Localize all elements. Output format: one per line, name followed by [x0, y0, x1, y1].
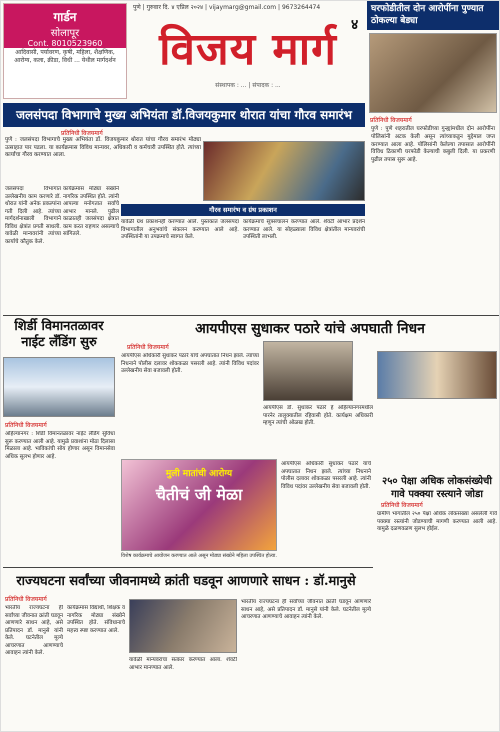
shirdi-byline: प्रतिनिधी विजयमार्ग — [5, 422, 47, 429]
lead-col-3: यावेळी ग्रंथ प्रकाशनही करण्यात आले. पुस्तकात जलसंपदा विभागातील अनुभवांचे संकलन करण्यात आले आहे. उपस्थितांनी या उपक्रमाचे स्वागत केले. — [121, 219, 239, 241]
right-byline: प्रतिनिधी विजयमार्ग — [370, 117, 412, 125]
newspaper-title: विजय मार्ग — [159, 24, 337, 75]
event-banner — [121, 459, 277, 551]
ips-byline: प्रतिनिधी विजयमार्ग — [127, 344, 169, 351]
bottom-col-3: यावेळी मान्यवरांचा सत्कार करण्यात आला. शेवटी आभार मानण्यात आले. — [129, 657, 237, 671]
side-photo — [377, 351, 497, 399]
bottom-photo — [129, 599, 237, 653]
population-byline: प्रतिनिधी विजयमार्ग — [381, 502, 423, 509]
right-body: पुणे : पुणे शहरातील घरफोडीच्या गुन्ह्यांमधील दोन आरोपींना पोलिसांनी अटक केली असून त्यांच्याकडून मुद्देमाल जप्त करण्यात आला आहे. पोलिसांनी केलेल्या तपासात आरोपींनी विविध ठिकाणी घरफोडी केल्याची कबुली दिली. या प्रकरणी पुढील तपास सुरू आहे. — [371, 126, 495, 164]
newspaper-tagline: संस्थापक : ... | संपादक : ... — [215, 82, 281, 89]
banner-line-1: मुली मातांची आरोग्य — [165, 469, 233, 479]
banner-caption: विशेष कार्यक्रमाचे आयोजन करण्यात आले असून मोठ्या संख्येने महिला उपस्थित होत्या. — [121, 553, 277, 559]
shirdi-photo — [3, 357, 115, 417]
bottom-headline: राज्यघटना सर्वांच्या जीवनामध्ये क्रांती घडवून आणणारे साधन : डॉ.मानुसे — [16, 574, 356, 589]
banner-side-text: आयपीएस अधिकारी सुधाकर पठारे यांचे अपघातात निधन झाले. त्यांच्या निधनाने पोलीस दलावर शोककळा पसरली आहे. त्यांनी विविध पदांवर उल्लेखनीय सेवा बजावली होती. — [281, 461, 371, 490]
lead-byline: प्रतिनिधी विजयमार्ग — [61, 130, 103, 137]
advertisement-box — [3, 3, 127, 99]
masthead — [133, 19, 363, 99]
right-headline: घरफोडीतील दोन आरोपींना पुण्यात ठोकल्या बेड्या — [367, 1, 499, 30]
right-story-photo — [369, 33, 497, 113]
bottom-col-2: कार्यक्रमास विद्यार्थी, शिक्षक व नागरिक मोठ्या संख्येने उपस्थित होते. संविधानाचे महत्त्व स्पष्ट करण्यात आले. — [67, 605, 125, 634]
lead-subheadline: गौरव समारंभ व ग्रंथ प्रकाशन — [121, 204, 365, 216]
lead-intro: पुणे : जलसंपदा विभागाचे मुख्य अभियंता डॉ. विजयकुमार थोरात यांचा गौरव समारंभ मोठ्या उत्साहात पार पडला. या कार्यक्रमास विविध मान्यवर, अधिकारी व कर्मचारी उपस्थित होते. त्यांच्या कार्याचा गौरव करण्यात आला. — [5, 137, 201, 159]
bottom-col-4: भारतीय राज्यघटना ही सर्वांच्या जीवनात क्रांती घडवून आणणारे साधन आहे, असे प्रतिपादन डॉ. मानुसे यांनी केले. घटनेतील मूल्ये आचरणात आणण्याचे आवाहन त्यांनी केले. — [241, 599, 371, 621]
ad-text: आदिवासी, पर्यावरण, कृषी, महिला, शैक्षणिक, आरोग्य, कला, क्रीडा, विधी ... येथील मार्गदर्शन — [14, 49, 116, 64]
bottom-byline: प्रतिनिधी विजयमार्ग — [5, 596, 47, 603]
page-number: ४ — [351, 17, 359, 33]
ips-body-2: आयपीएस डॉ. सुधाकर पठारे हे अहिल्यानगरमधील पारनेर तालुक्यातील रहिवासी होते. कार्यक्षम अधिकारी म्हणून त्यांची ओळख होती. — [263, 405, 373, 427]
ips-body: आयपीएस अधिकारी सुधाकर पठारे यांचे अपघातात निधन झाले. त्यांच्या निधनाने पोलीस दलावर शोककळा पसरली आहे. त्यांनी विविध पदांवर उल्लेखनीय सेवा बजावली होती. — [121, 353, 259, 375]
bottom-col-1: भारतीय राज्यघटना ही सर्वांच्या जीवनात क्रांती घडवून आणणारे साधन आहे, असे प्रतिपादन डॉ. मानुसे यांनी केले. घटनेतील मूल्ये आचरणात आणण्याचे आवाहन त्यांनी केले. — [5, 605, 63, 657]
lead-photo — [203, 141, 365, 201]
shirdi-body: अहिल्यानगर : शिर्डी विमानतळावर नाईट लँडिंग सुविधा सुरू करण्यात आली आहे. यामुळे प्रवाशांना मोठा दिलासा मिळाला आहे. भाविकांची सोय होणार असून विमानसेवा अधिक सुलभ होणार आहे. — [5, 431, 115, 460]
lead-col-2: कार्यक्रमास मोठ्या संख्येने नागरिक उपस्थित होते. त्यांनी आपल्या मनोगतात सर्वांचे आभार मानले. पुढील काळातही जलसंपदा क्षेत्रात काम करत राहणार असल्याचे सांगितले. — [63, 186, 119, 238]
ips-photo — [263, 341, 353, 401]
lead-headline: जलसंपदा विभागाचे मुख्य अभियंता डॉ.विजयकुमार थोरात यांचा गौरव समारंभ — [3, 103, 365, 127]
banner-line-2: चैतीचं जी मेळा — [155, 485, 243, 504]
lead-col-4: कार्यक्रमाचे सूत्रसंचालन करण्यात आले. शेवटी आभार प्रदर्शन करण्यात आले. या सोहळ्याला विविध क्षेत्रांतील मान्यवरांची उपस्थिती लाभली. — [243, 219, 365, 241]
right-column-story — [367, 1, 499, 311]
population-body: ग्रामीण भागातील २५० पेक्षा अधिक लोकसंख्या असलेली गावे पक्क्या रस्त्यांनी जोडण्याची मागणी करण्यात आली आहे. यामुळे दळणवळण सुलभ होईल. — [377, 511, 497, 533]
lead-col-1: जलसंपदा विभागात उल्लेखनीय काम करणारे डॉ. थोरात यांनी अनेक प्रकल्पांना गती दिली आहे. त्यांच्या मार्गदर्शनाखाली विभागाने विविध क्षेत्रांत प्रगती साधली. यावेळी मान्यवरांनी त्यांच्या कार्याचे कौतुक केले. — [5, 186, 61, 245]
dateline: पुणे | गुरुवार दि. ४ एप्रिल २०२४ | vijaymarg@gmail.com | 9673264474 — [133, 4, 321, 11]
ad-phone: Cont. 8010523960 — [4, 39, 126, 48]
population-headline: २५० पेक्षा अधिक लोकसंख्येची गावे पक्क्या रस्त्याने जोडा — [382, 476, 492, 500]
ad-logo — [4, 4, 126, 46]
ips-headline: आयपीएस सुधाकर पठारे यांचे अपघाती निधन — [195, 321, 425, 337]
ad-brand: गार्डन — [53, 10, 77, 24]
divider — [3, 315, 499, 316]
divider — [3, 567, 373, 568]
ad-brand-sub: सोलापूर — [50, 28, 80, 39]
shirdi-headline: शिर्डी विमानतळावर नाईट लँडिंग सुरु — [14, 319, 104, 351]
